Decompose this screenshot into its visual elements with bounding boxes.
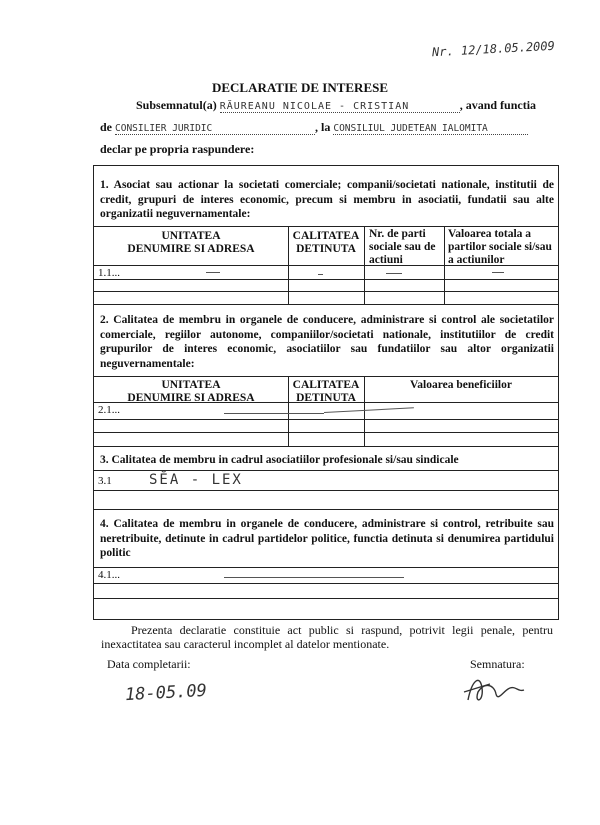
signature-scribble [460, 670, 530, 710]
s1-col-nr-parti: Nr. de parti sociale sau de actiuni [369, 228, 436, 266]
s4-row1-label: 4.1... [98, 569, 120, 581]
s3-row1-value: SĔA - LEX [149, 472, 243, 488]
s2-col-unitatea: UNITATEA DENUMIRE SI ADRESA [127, 379, 255, 404]
la-label: , la [315, 120, 331, 134]
signature-label: Semnatura: [470, 657, 525, 671]
date-label: Data completarii: [107, 657, 191, 671]
subsemnatul-label: Subsemnatul(a) [136, 98, 217, 112]
name-field: RĂUREANU NICOLAE - CRISTIAN [220, 101, 460, 113]
s2-col-calitatea: CALITATEA DETINUTA [292, 379, 360, 404]
s1-col-valoarea: Valoarea totala a partilor sociale si/sau a actiunilor [448, 228, 552, 266]
footer-statement: Prezenta declaratie constituie act public si raspund, potrivit legii penale, pentru inexactitatea sau caracterul incomplet al datelor mentionate. [101, 623, 553, 651]
institutia-field: CONSILIUL JUDETEAN IALOMITA [333, 123, 528, 135]
de-label: de [100, 120, 112, 134]
section1-heading: 1. Asociat sau actionar la societati comerciale; companii/societati nationale, institutii de credit, grupuri de interes economic, precum si membru in asociatii, fundatii sau alte organizatii neguvernamentale: [100, 179, 554, 220]
intro-line-2 [100, 120, 528, 135]
section2-heading: 2. Calitatea de membru in organele de conducere, administrare si control ale societatilor comerciale, regiilor autonome, companiilor/societati nationale, institutiilor de credit grupurilor de interes economic, asociatiilor sau fundatiilor sau altor organizatii neguvernamentale: [100, 314, 554, 370]
s2-col-valoarea: Valoarea beneficiilor [410, 379, 512, 391]
section3-heading: 3. Calitatea de membru in cadrul asociatiilor profesionale si/sau sindicale [100, 454, 459, 466]
avand-label: , avand functia [459, 98, 537, 112]
intro-line-1 [136, 98, 536, 113]
registration-number: Nr. 12/18.05.2009 [431, 38, 556, 60]
declar-line: declar pe propria raspundere: [100, 142, 255, 156]
s3-row1-label: 3.1 [98, 475, 112, 487]
date-value: 18-05.09 [124, 680, 208, 706]
s1-row1-label: 1.1... [98, 267, 120, 279]
s2-row1-label: 2.1... [98, 404, 120, 416]
s1-col-unitatea: UNITATEA DENUMIRE SI ADRESA [127, 230, 255, 255]
declaration-table [93, 165, 559, 620]
page-title: DECLARATIE DE INTERESE [211, 80, 389, 95]
s1-col-calitatea: CALITATEA DETINUTA [292, 230, 360, 255]
functia-field: CONSILIER JURIDIC [115, 123, 315, 135]
section4-heading: 4. Calitatea de membru in organele de conducere, administrare si control, retribuite sau neretribuite, detinute in cadrul partidelor politice, functia detinuta si denumirea partidului politic [100, 518, 554, 559]
